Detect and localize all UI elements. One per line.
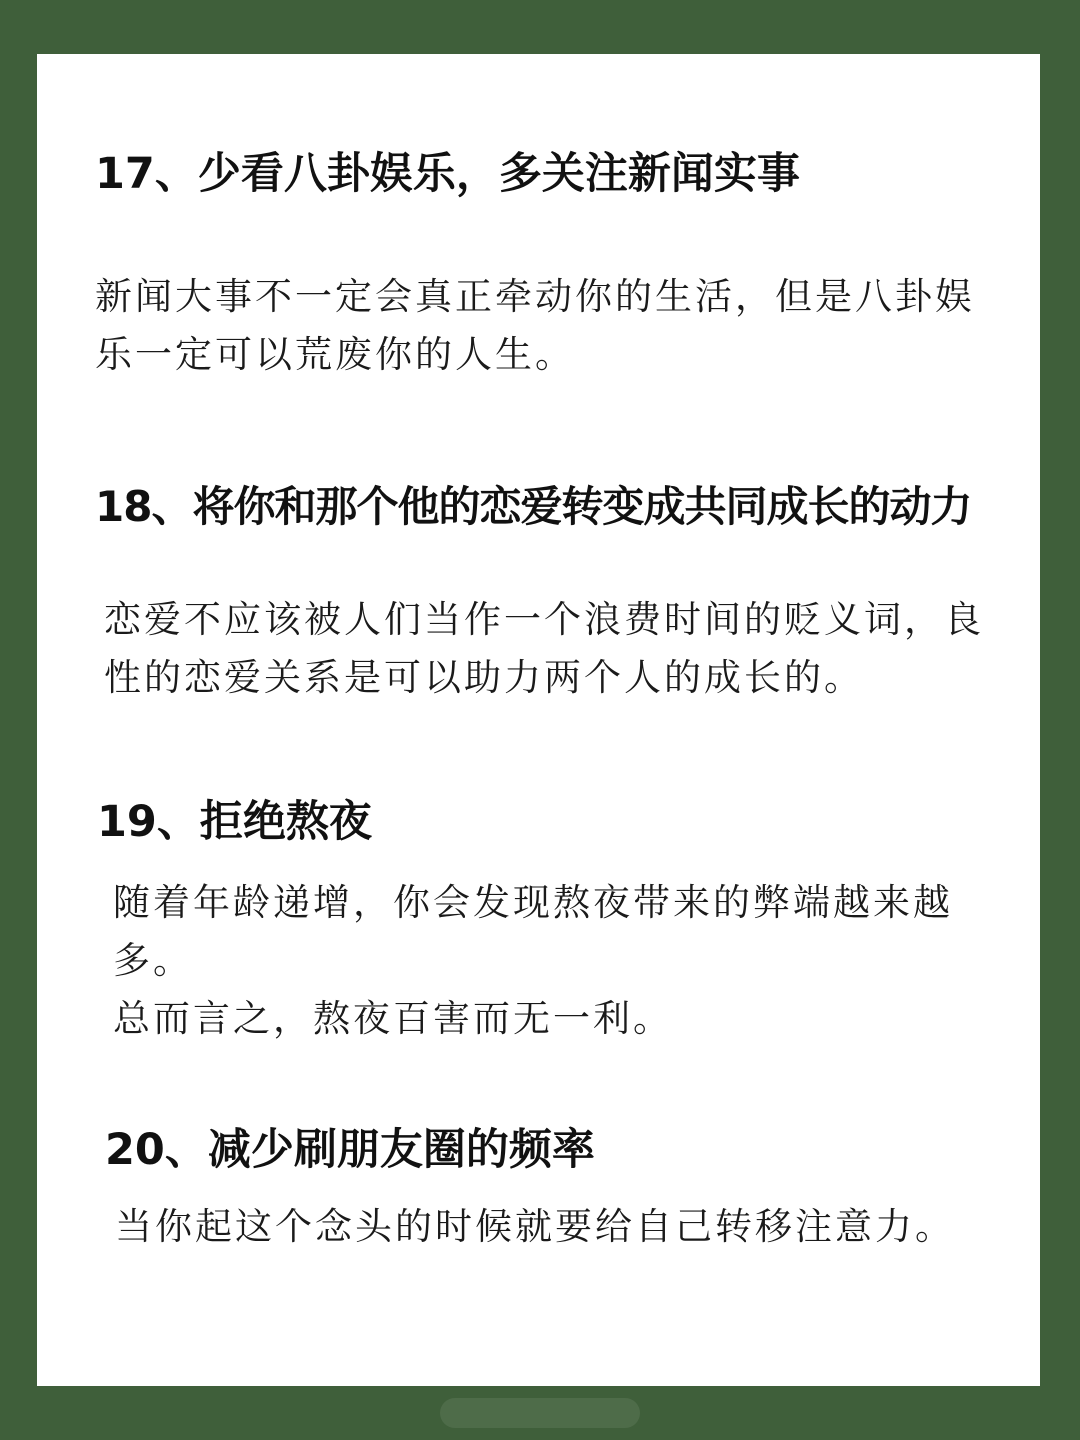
section-20-heading: 20、减少刷朋友圈的频率 [105,1125,595,1175]
section-18-line-1: 恋爱不应该被人们当作一个浪费时间的贬义词，良 [104,598,984,641]
section-19-body [113,874,953,1048]
section-19-heading: 19、拒绝熬夜 [97,797,372,847]
content-card [37,54,1040,1386]
section-20-body [115,1198,955,1256]
section-17-body [95,268,975,384]
section-17-line-2: 乐一定可以荒废你的人生。 [95,333,575,376]
section-19-line-1: 随着年龄递增，你会发现熬夜带来的弊端越来越 [113,881,953,924]
section-19-line-3: 总而言之，熬夜百害而无一利。 [113,997,673,1040]
section-19-line-2: 多。 [113,939,193,982]
section-17-line-1: 新闻大事不一定会真正牵动你的生活，但是八卦娱 [95,275,975,318]
watermark-badge [440,1398,640,1428]
section-18-body [104,591,984,707]
section-18-line-2: 性的恋爱关系是可以助力两个人的成长的。 [104,656,864,699]
section-18-heading: 18、将你和那个他的恋爱转变成共同成长的动力 [95,482,972,531]
section-17-heading: 17、少看八卦娱乐，多关注新闻实事 [95,149,800,199]
section-20-line-1: 当你起这个念头的时候就要给自己转移注意力。 [115,1205,955,1248]
